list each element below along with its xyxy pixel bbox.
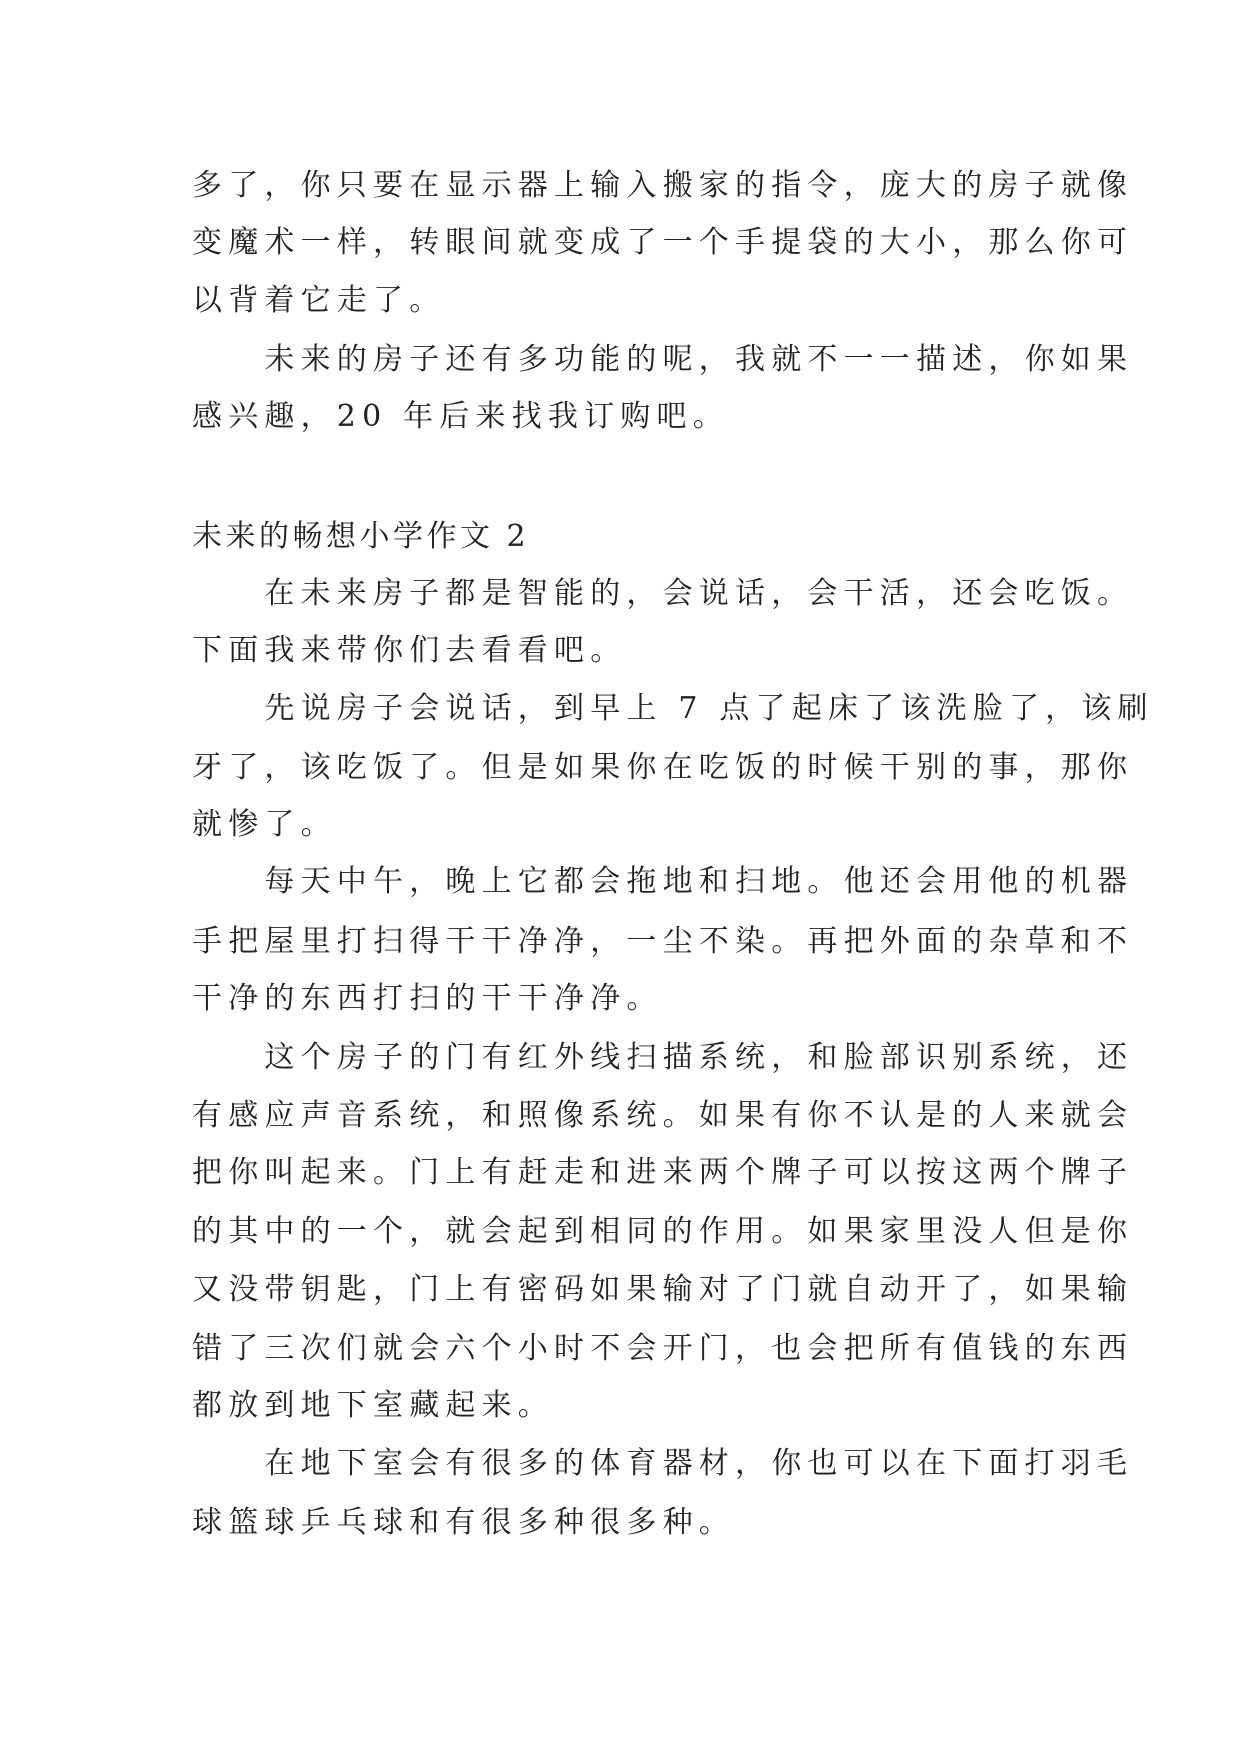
text-line: 球篮球乒乓球和有很多种很多种。	[192, 1505, 735, 1540]
text-line: 这个房子的门有红外线扫描系统，和脸部识别系统，还	[192, 1040, 1134, 1075]
text-line: 干净的东西打扫的干干净净。	[192, 981, 663, 1016]
text-line: 又没带钥匙，门上有密码如果输对了门就自动开了，如果输	[192, 1272, 1134, 1307]
text-line: 多了，你只要在显示器上输入搬家的指令，庞大的房子就像	[192, 168, 1134, 203]
text-line: 变魔术一样，转眼间就变成了一个手提袋的大小，那么你可	[192, 225, 1134, 260]
text-line: 在地下室会有很多的体育器材，你也可以在下面打羽毛	[192, 1446, 1134, 1481]
text-line: 的其中的一个，就会起到相同的作用。如果家里没人但是你	[192, 1214, 1134, 1249]
essay-heading: 未来的畅想小学作文 2	[192, 519, 530, 554]
text-line: 感兴趣，20 年后来找我订购吧。	[192, 399, 729, 434]
text-line: 把你叫起来。门上有赶走和进来两个牌子可以按这两个牌子	[192, 1155, 1134, 1190]
text-line: 错了三次们就会六个小时不会开门，也会把所有值钱的东西	[192, 1331, 1134, 1366]
text-line: 每天中午，晚上它都会拖地和扫地。他还会用他的机器	[192, 864, 1134, 899]
text-line: 就惨了。	[192, 807, 337, 842]
text-line: 都放到地下室藏起来。	[192, 1388, 554, 1423]
text-line: 未来的房子还有多功能的呢，我就不一一描述，你如果	[192, 342, 1134, 377]
text-line: 在未来房子都是智能的，会说话，会干活，还会吃饭。	[192, 576, 1134, 611]
text-line: 以背着它走了。	[192, 283, 446, 318]
text-line: 有感应声音系统，和照像系统。如果有你不认是的人来就会	[192, 1098, 1134, 1133]
text-line: 下面我来带你们去看看吧。	[192, 633, 627, 668]
text-line: 牙了，该吃饭了。但是如果你在吃饭的时候干别的事，那你	[192, 750, 1134, 785]
text-line: 先说房子会说话，到早上 7 点了起床了该洗脸了，该刷	[192, 691, 1154, 726]
text-line: 手把屋里打扫得干干净净，一尘不染。再把外面的杂草和不	[192, 924, 1134, 959]
